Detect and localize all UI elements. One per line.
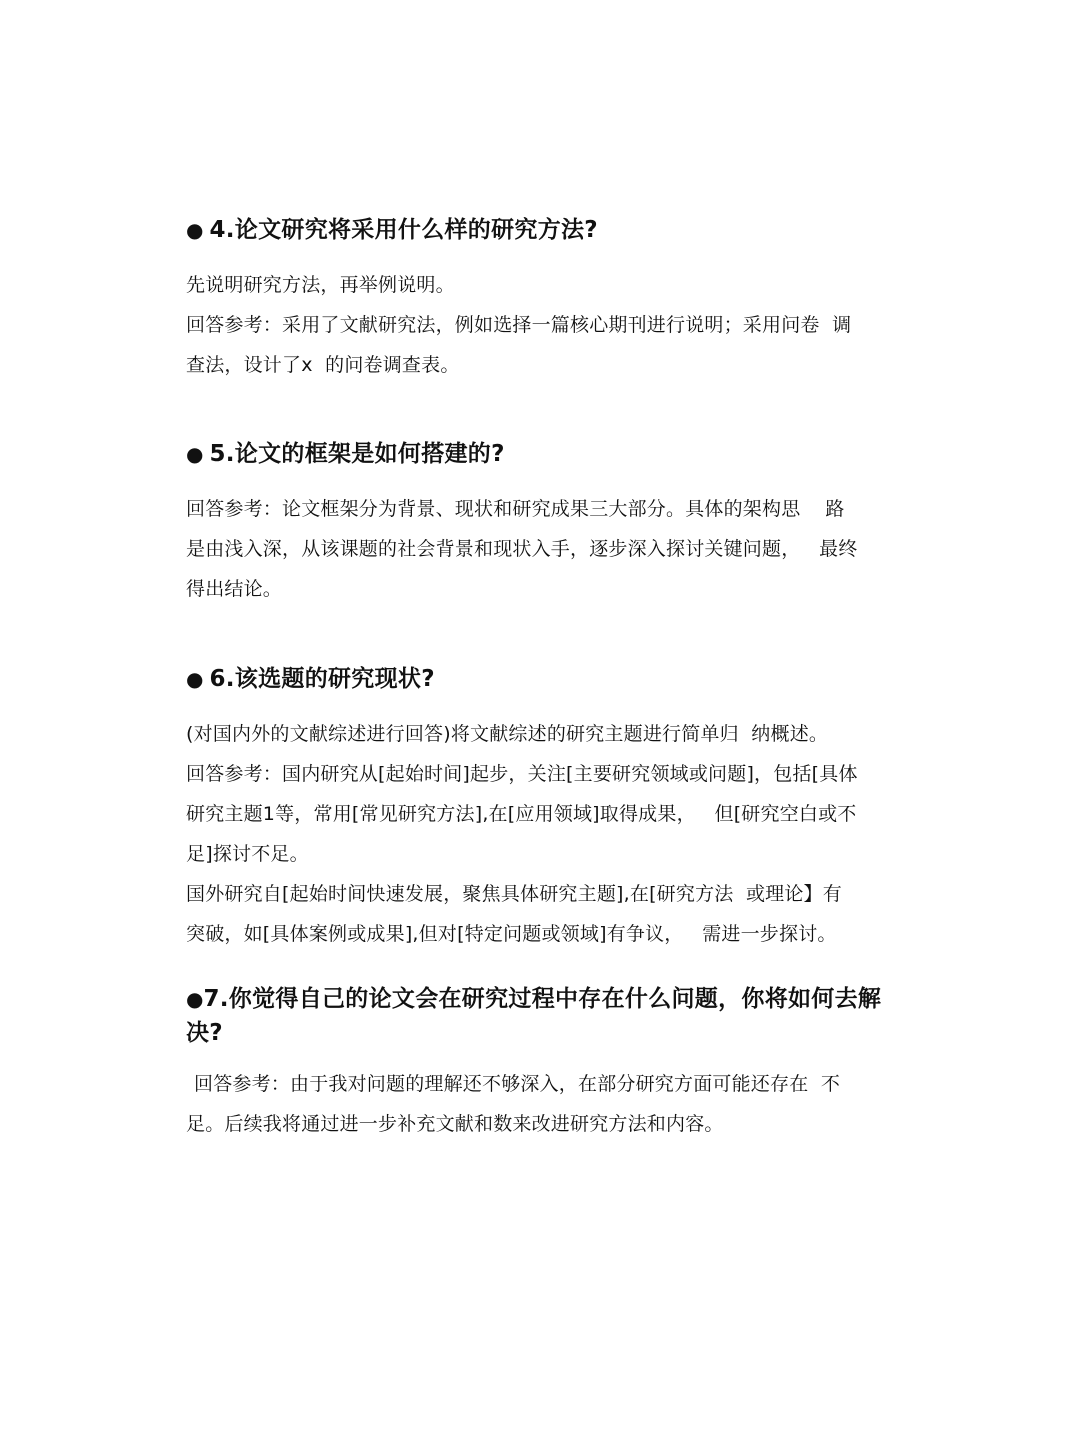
- answer-line: (对国内外的文献综述进行回答)将文献综述的研究主题进行简单归 纳概述。: [186, 723, 829, 745]
- answer-line: 回答参考：论文框架分为背景、现状和研究成果三大部分。具体的架构思 路: [186, 498, 845, 520]
- answer-line: 研究主题1等，常用[常见研究方法],在[应用领域]取得成果， 但[研究空白或不: [186, 803, 857, 825]
- answer-line: 得出结论。: [186, 578, 283, 600]
- answer-block-5: [186, 489, 898, 609]
- question-title-4: 4.论文研究将采用什么样的研究方法?: [209, 217, 598, 243]
- answer-line: 突破，如[具体案例或成果],但对[特定问题或领域]有争议， 需进一步探讨。: [186, 923, 837, 945]
- question-section-7: [186, 982, 898, 1144]
- bullet-icon: ●: [186, 667, 204, 691]
- answer-line: 回答参考：由于我对问题的理解还不够深入，在部分研究方面可能还存在 不: [194, 1073, 841, 1095]
- question-heading-7: [186, 982, 898, 1050]
- question-heading-5: [186, 437, 898, 471]
- answer-block-7: [186, 1064, 898, 1144]
- answer-block-4: [186, 265, 898, 385]
- bullet-icon: ●: [186, 218, 204, 242]
- question-title-7: 7.你觉得自己的论文会在研究过程中存在什么问题，你将如何去解: [203, 986, 882, 1012]
- answer-line: 国外研究自[起始时间快速发展，聚焦具体研究主题],在[研究方法 或理论】有: [186, 883, 842, 905]
- answer-line: 足。后续我将通过进一步补充文献和数来改进研究方法和内容。: [186, 1113, 724, 1135]
- answer-block-6: [186, 714, 898, 954]
- answer-line: 先说明研究方法，再举例说明。: [186, 274, 455, 296]
- question-heading-4: [186, 213, 898, 247]
- answer-line: 回答参考：国内研究从[起始时间]起步，关注[主要研究领域或问题]，包括[具体: [186, 763, 858, 785]
- question-section-5: [186, 437, 898, 609]
- answer-line: 足]探讨不足。: [186, 843, 309, 865]
- bullet-icon: ●: [186, 442, 204, 466]
- answer-line: 查法，设计了x 的问卷调查表。: [186, 354, 460, 376]
- answer-line: 是由浅入深，从该课题的社会背景和现状入手，逐步深入探讨关键问题， 最终: [186, 538, 858, 560]
- question-section-4: [186, 213, 898, 385]
- question-section-6: [186, 662, 898, 954]
- bullet-icon: ●: [186, 987, 204, 1011]
- question-title-6: 6.该选题的研究现状?: [209, 666, 435, 692]
- answer-line: 回答参考：采用了文献研究法，例如选择一篇核心期刊进行说明；采用问卷 调: [186, 314, 852, 336]
- question-heading-6: [186, 662, 898, 696]
- question-title-7-continued: 决?: [186, 1020, 223, 1046]
- question-title-5: 5.论文的框架是如何搭建的?: [209, 441, 505, 467]
